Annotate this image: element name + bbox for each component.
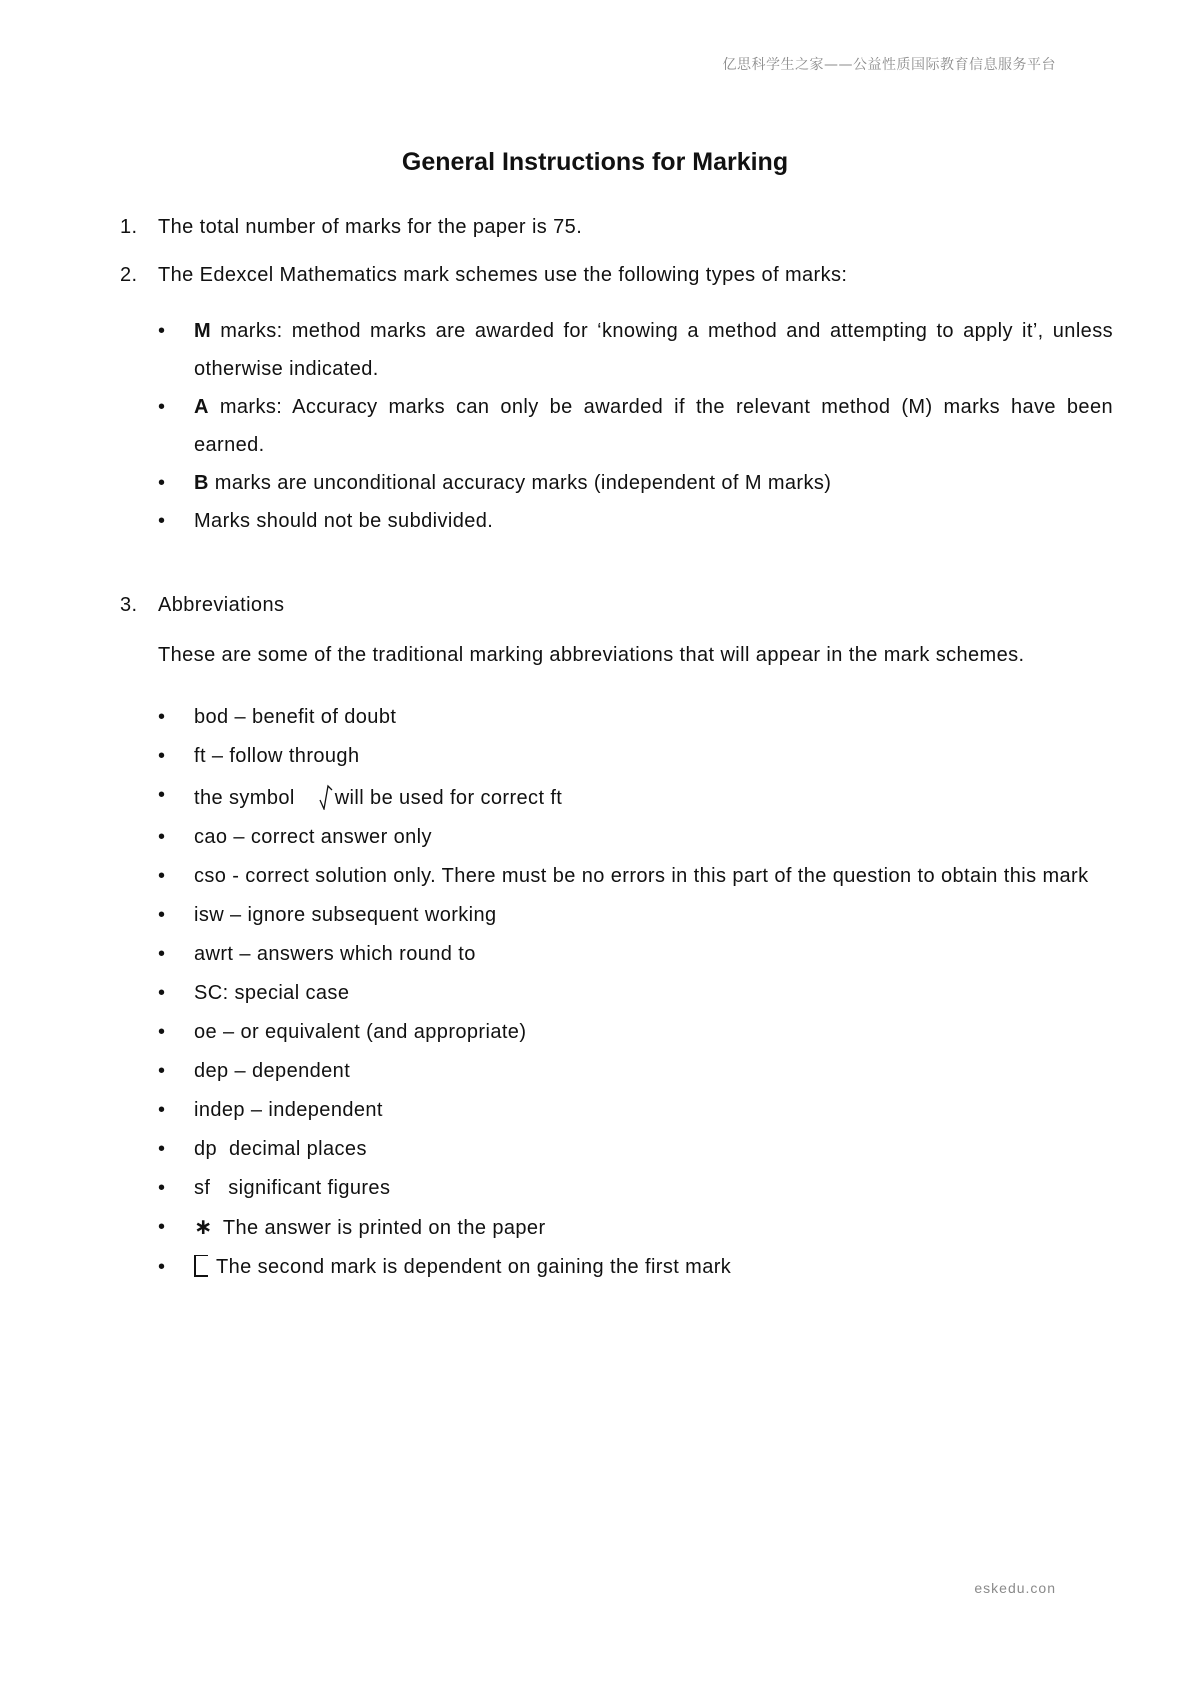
mark-type-label: M: [194, 320, 212, 342]
tick-icon: [319, 782, 333, 810]
list-item: • M marks: method marks are awarded for ‘knowing a method and attempting to apply it’, unless otherwise indicated.: [158, 312, 1113, 388]
list-item: • bod – benefit of doubt: [158, 706, 397, 728]
list-item: • indep – independent: [158, 1099, 383, 1121]
list-item: • oe – or equivalent (and appropriate): [158, 1021, 527, 1043]
bullet-icon: •: [158, 745, 166, 767]
bullet-icon: •: [158, 472, 166, 494]
list-item: • cso - correct solution only. There must be no errors in this part of the question to obtain this mark: [158, 865, 1089, 887]
list-item: • dep – dependent: [158, 1060, 351, 1082]
bullet-icon: •: [158, 1099, 166, 1121]
abbreviations-list: [158, 704, 1113, 1293]
mark-types-list: [158, 312, 1113, 540]
bullet-icon: •: [158, 1021, 166, 1043]
section-text: The total number of marks for the paper is 75.: [158, 216, 583, 238]
asterisk-icon: ∗: [194, 1214, 213, 1239]
bullet-icon: •: [158, 943, 166, 965]
section-1: [120, 216, 582, 239]
list-item: • dp decimal places: [158, 1138, 367, 1160]
bullet-icon: •: [158, 1216, 166, 1238]
bullet-icon: •: [158, 396, 166, 418]
bullet-icon: •: [158, 706, 166, 728]
section-number: 1.: [120, 216, 138, 238]
bullet-icon: •: [158, 510, 166, 532]
bullet-icon: •: [158, 1060, 166, 1082]
list-item: • B marks are unconditional accuracy marks (independent of M marks): [158, 464, 1113, 502]
bullet-icon: •: [158, 320, 166, 342]
bracket-icon: [194, 1255, 208, 1277]
page-title: General Instructions for Marking: [401, 148, 789, 176]
bullet-icon: •: [158, 1256, 166, 1278]
list-item: • Marks should not be subdivided.: [158, 502, 1113, 540]
section-2: [120, 264, 847, 287]
list-item: • isw – ignore subsequent working: [158, 904, 497, 926]
footer-watermark: eskedu.con: [974, 1580, 1056, 1596]
abbreviations-intro: These are some of the traditional marking abbreviations that will appear in the mark schemes.: [158, 644, 1025, 666]
section-number: 3.: [120, 594, 138, 616]
list-item: • SC: special case: [158, 982, 350, 1004]
mark-type-label: A: [194, 396, 209, 418]
list-item: • the symbol will be used for correct ft: [158, 784, 563, 809]
list-item: • ft – follow through: [158, 745, 360, 767]
list-item: • A marks: Accuracy marks can only be awarded if the relevant method (M) marks have been earned.: [158, 388, 1113, 464]
mark-type-label: B: [194, 472, 209, 494]
section-number: 2.: [120, 264, 138, 286]
section-3: [120, 594, 284, 617]
list-item: • sf significant figures: [158, 1177, 391, 1199]
list-item: • awrt – answers which round to: [158, 943, 476, 965]
bullet-icon: •: [158, 1138, 166, 1160]
bullet-icon: •: [158, 865, 166, 887]
bullet-icon: •: [158, 982, 166, 1004]
section-text: Abbreviations: [158, 594, 285, 616]
section-text: The Edexcel Mathematics mark schemes use the following types of marks:: [158, 264, 848, 286]
bullet-icon: •: [158, 1177, 166, 1199]
bullet-icon: •: [158, 784, 166, 806]
bullet-icon: •: [158, 904, 166, 926]
list-item: • ∗ The answer is printed on the paper: [158, 1214, 546, 1239]
bullet-icon: •: [158, 826, 166, 848]
header-watermark: 亿思科学生之家——公益性质国际教育信息服务平台: [722, 57, 1056, 73]
list-item: • cao – correct answer only: [158, 826, 432, 848]
list-item: • The second mark is dependent on gaining the first mark: [158, 1256, 732, 1278]
